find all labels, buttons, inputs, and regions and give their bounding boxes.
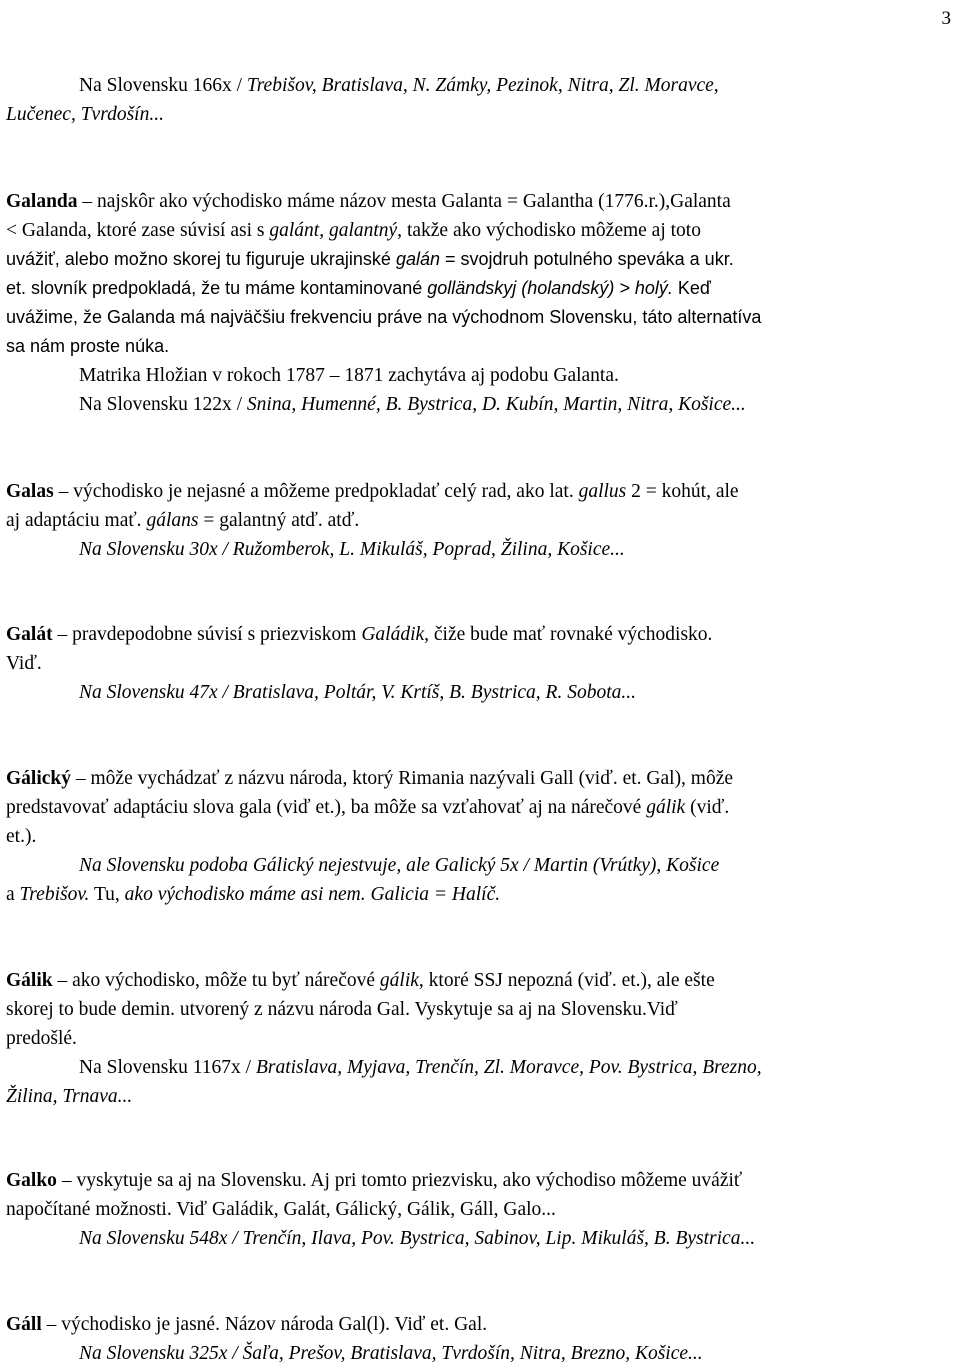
text-line	[6, 1024, 954, 1053]
entry-headword: Gálický	[6, 768, 72, 789]
text-line	[6, 216, 954, 245]
text-line	[6, 995, 954, 1024]
entry-gall	[6, 1310, 954, 1368]
entry-galanda	[6, 187, 954, 419]
entry-na-slovensku-166x	[6, 71, 954, 129]
entry-headword: Galko	[6, 1170, 57, 1191]
text-line	[6, 851, 954, 880]
text-line	[6, 678, 954, 707]
italic-run: Na Slovensku 325x / Šaľa, Prešov, Bratislava, Tvrdošín, Nitra, Brezno, Košice...	[79, 1343, 703, 1364]
entry-galko	[6, 1166, 954, 1253]
text-run: = galantný atď. atď.	[198, 510, 360, 531]
italic-run: ako východisko máme asi nem. Galicia = Halíč.	[124, 884, 501, 905]
text-run: a	[6, 884, 20, 905]
text-run: et. slovník predpokladá, že tu máme kontaminované	[6, 278, 428, 298]
text-line	[6, 649, 954, 678]
text-line	[6, 793, 954, 822]
text-run: aj adaptáciu mať.	[6, 510, 147, 531]
italic-run: Na Slovensku 30x / Ružomberok, L. Mikuláš, Poprad, Žilina, Košice...	[79, 539, 625, 560]
text-line	[6, 1082, 954, 1111]
text-run: Na Slovensku 1167x /	[79, 1057, 256, 1078]
text-line	[6, 303, 954, 332]
text-run: predošlé.	[6, 1028, 77, 1049]
italic-run: Žilina, Trnava...	[6, 1086, 133, 1107]
text-line	[6, 1310, 954, 1339]
text-line	[6, 390, 954, 419]
italic-run: Lučenec, Tvrdošín...	[6, 104, 164, 125]
text-line	[6, 187, 954, 216]
text-line	[6, 620, 954, 649]
italic-run: Trebišov, Bratislava, N. Zámky, Pezinok, Nitra, Zl. Moravce,	[246, 75, 719, 96]
text-run: – pravdepodobne súvisí s priezviskom	[52, 624, 362, 645]
text-line	[6, 332, 954, 361]
text-run: – ako východisko, môže tu byť nárečové	[52, 970, 380, 991]
text-run: 2 = kohút, ale	[626, 481, 739, 502]
text-run: – východisko je nejasné a môžeme predpokladať celý rad, ako lat.	[53, 481, 579, 502]
text-line	[6, 274, 954, 303]
text-line	[6, 361, 954, 390]
entry-headword: Gálik	[6, 970, 53, 991]
italic-run: galán	[395, 249, 440, 269]
text-run: čiže bude mať rovnaké východisko.	[429, 624, 713, 645]
text-line	[6, 1053, 954, 1082]
italic-run: Snina, Humenné, B. Bystrica, D. Kubín, Martin, Nitra, Košice...	[246, 394, 746, 415]
text-run: – môže vychádzať z názvu národa, ktorý Rimania nazývali Gall (viď. et. Gal), môže	[71, 768, 734, 789]
text-run: Viď.	[6, 653, 42, 674]
entry-galicky	[6, 764, 954, 909]
text-line	[6, 477, 954, 506]
text-run: predstavovať adaptáciu slova gala (viď et.), ba môže sa vzťahovať aj na nárečové	[6, 797, 647, 818]
text-run: – vyskytuje sa aj na Slovensku. Aj pri tomto priezvisku, ako východiso môžeme uvážiť	[56, 1170, 743, 1191]
text-line	[6, 1166, 954, 1195]
italic-run: gallus	[578, 481, 627, 502]
text-run: Na Slovensku 166x /	[79, 75, 247, 96]
text-run: uvážiť, alebo možno skorej tu figuruje ukrajinské	[6, 249, 396, 269]
text-run: uvážime, že Galanda má najväčšiu frekvenciu práve na východnom Slovensku, táto alternatíva	[6, 307, 762, 327]
italic-run: Na Slovensku 548x / Trenčín, Ilava, Pov. Bystrica, Sabinov, Lip. Mikuláš, B. Bystrica...	[79, 1228, 756, 1249]
italic-run: golländskyj (holandský) > holý.	[427, 278, 673, 298]
text-run: et.).	[6, 826, 37, 847]
italic-run: gálans	[146, 510, 199, 531]
entry-galat	[6, 620, 954, 707]
text-run: Keď	[672, 278, 711, 298]
text-run: (viď.	[685, 797, 730, 818]
text-line	[6, 71, 954, 100]
entry-headword: Galát	[6, 624, 53, 645]
text-run: napočítané možnosti. Viď Galádik, Galát, Gálický, Gálik, Gáll, Galo...	[6, 1199, 556, 1220]
text-line	[6, 1224, 954, 1253]
italic-run: galánt, galantný,	[269, 220, 403, 241]
italic-run: Na Slovensku podoba Gálický nejestvuje, ale Galický 5x / Martin (Vrútky), Košice	[79, 855, 720, 876]
italic-run: Bratislava, Myjava, Trenčín, Zl. Moravce, Pov. Bystrica, Brezno,	[255, 1057, 762, 1078]
page-number: 3	[941, 8, 951, 29]
italic-run: gálik	[646, 797, 686, 818]
italic-run: Trebišov.	[19, 884, 90, 905]
entry-headword: Gáll	[6, 1314, 42, 1335]
text-line	[6, 822, 954, 851]
entry-galas	[6, 477, 954, 564]
text-run: sa nám proste núka.	[6, 336, 170, 356]
text-run: skorej to bude demin. utvorený z názvu národa Gal. Vyskytuje sa aj na Slovensku.Viď	[6, 999, 678, 1020]
text-line	[6, 506, 954, 535]
text-run: = svojdruh potulného speváka a ukr.	[440, 249, 734, 269]
text-run: – východisko je jasné. Názov národa Gal(l). Viď et. Gal.	[41, 1314, 488, 1335]
text-run: , ktoré SSJ nepozná (viď. et.), ale ešte	[418, 970, 715, 991]
entry-headword: Galanda	[6, 191, 78, 212]
text-run: < Galanda, ktoré zase súvisí asi s	[6, 220, 270, 241]
text-run: takže ako východisko môžeme aj toto	[402, 220, 701, 241]
italic-run: gálik	[379, 970, 419, 991]
text-line	[6, 764, 954, 793]
italic-run: Na Slovensku 47x / Bratislava, Poltár, V. Krtíš, B. Bystrica, R. Sobota...	[79, 682, 636, 703]
text-run: Na Slovensku 122x /	[79, 394, 247, 415]
text-line	[6, 966, 954, 995]
italic-run: Galádik,	[361, 624, 430, 645]
text-line	[6, 880, 954, 909]
text-line	[6, 100, 954, 129]
text-line	[6, 535, 954, 564]
entry-headword: Galas	[6, 481, 54, 502]
entry-galik	[6, 966, 954, 1111]
text-line	[6, 1195, 954, 1224]
text-line	[6, 1339, 954, 1368]
text-run: Matrika Hložian v rokoch 1787 – 1871 zachytáva aj podobu Galanta.	[79, 365, 619, 386]
text-run: – najskôr ako východisko máme názov mesta Galanta = Galantha (1776.r.),Galanta	[77, 191, 731, 212]
text-line	[6, 245, 954, 274]
text-run: Tu,	[89, 884, 125, 905]
